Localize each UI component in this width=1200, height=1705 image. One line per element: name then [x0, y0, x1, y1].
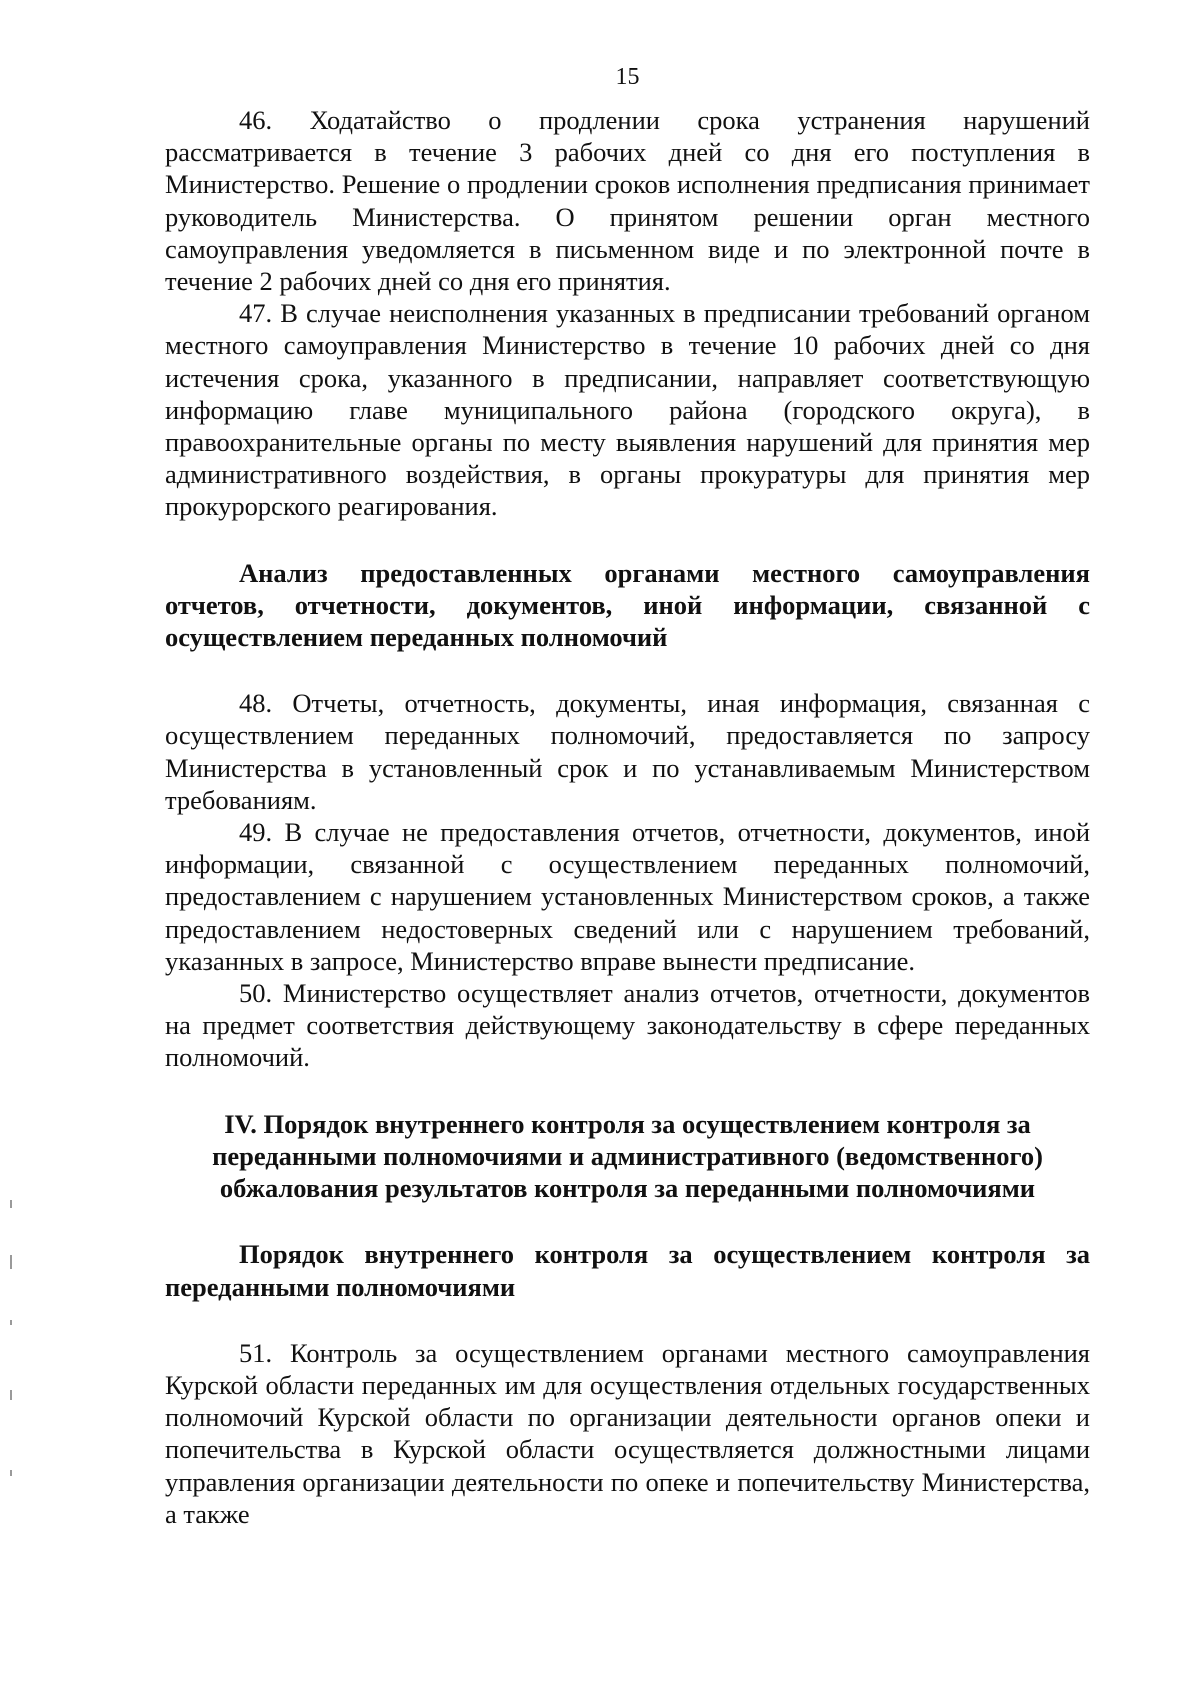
heading-internal-control: Порядок внутреннего контроля за осуществлением контроля за переданными полномочиями	[165, 1239, 1090, 1302]
spacer	[165, 1204, 1090, 1238]
paragraph-49: 49. В случае не предоставления отчетов, отчетности, документов, иной информации, связанной с осуществлением переданных полномочий, предоставлением с нарушением установленных Министерством сроков, а также предоставлением недостоверных сведений или с нарушением требований, указанных в запросе, Министерство вправе вынести предписание.	[165, 817, 1090, 976]
heading-section-iv: IV. Порядок внутреннего контроля за осуществлением контроля за переданными полномочиями и административного (ведомственного) обжалования результатов контроля за переданными полномочиями	[212, 1108, 1043, 1204]
spacer	[165, 1074, 1090, 1108]
paragraph-46: 46. Ходатайство о продлении срока устранения нарушений рассматривается в течение 3 рабочих дней со дня его поступления в Министерство. Решение о продлении сроков исполнения предписания принимает руководитель Министерства. О принятом решении орган местного самоуправления уведомляется в письменном виде и по электронной почте в течение 2 рабочих дней со дня его принятия.	[165, 105, 1090, 297]
paragraph-51: 51. Контроль за осуществлением органами местного самоуправления Курской области переданных им для осуществления отдельных государственных полномочий Курской области по организации деятельности органов опеки и попечительства в Курской области осуществляется должностными лицами управления организации деятельности по опеке и попечительству Министерства, а также	[165, 1337, 1090, 1529]
heading-analysis: Анализ предоставленных органами местного самоуправления отчетов, отчетности, документов, иной информации, связанной с осуществлением переданных полномочий	[165, 557, 1090, 653]
spacer	[165, 653, 1090, 687]
paragraph-48: 48. Отчеты, отчетность, документы, иная информация, связанная с осуществлением переданных полномочий, предоставляется по запросу Министерства в установленный срок и по устанавливаемым Министерством требованиям.	[165, 688, 1090, 815]
spacer	[165, 1303, 1090, 1337]
paragraph-47: 47. В случае неисполнения указанных в предписании требований органом местного самоуправления Министерство в течение 10 рабочих дней со дня истечения срока, указанного в предписании, направляет соответствующую информацию главе муниципального района (городского округа), в правоохранительные органы по месту выявления нарушений для принятия мер административного воздействия, в органы прокуратуры для принятия мер прокурорского реагирования.	[165, 298, 1090, 522]
scan-margin-marks	[10, 1200, 13, 1500]
spacer	[165, 523, 1090, 557]
paragraph-50: 50. Министерство осуществляет анализ отчетов, отчетности, документов на предмет соответствия действующему законодательству в сфере переданных полномочий.	[165, 978, 1090, 1073]
document-body	[165, 104, 1090, 1530]
page-number: 15	[615, 64, 640, 90]
